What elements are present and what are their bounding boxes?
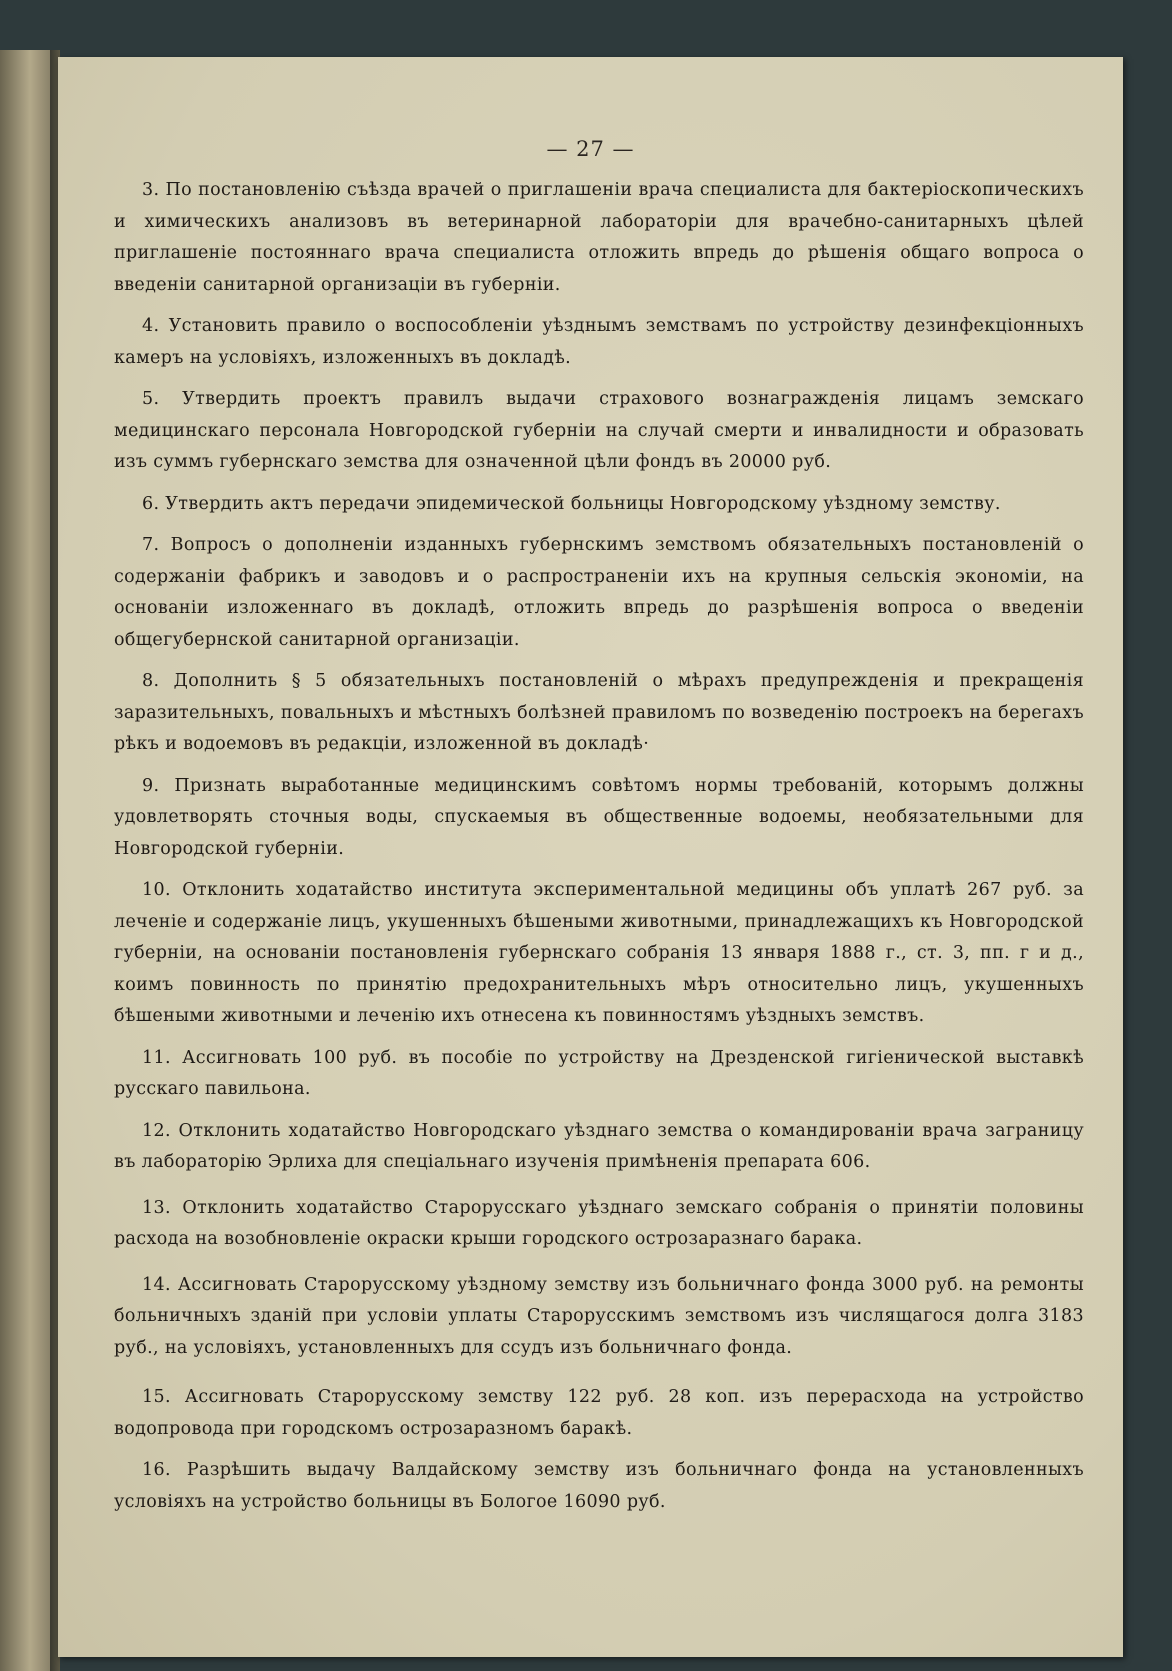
paragraph-3: 3. По постановленію съѣзда врачей о приглашеніи врача специалиста для бактеріоскопическихъ и химическихъ анализовъ въ ветеринарной лабораторіи для врачебно-санитарныхъ цѣлей приглашеніе постояннаго врача специалиста отложить впредь до рѣшенія общаго вопроса о введеніи санитарной организаціи въ губерніи. bbox=[114, 180, 1084, 295]
page-number: — 27 — bbox=[546, 137, 635, 161]
paragraph-10: 10. Отклонить ходатайство института экспериментальной медицины объ уплатѣ 267 руб. за леченіе и содержаніе лицъ, укушенныхъ бѣшеными животными, принадлежащихъ къ Новгородской губерніи, на основаніи постановленія губернскаго собранія 13 января 1888 г., ст. 3, пп. г и д., коимъ повинность по принятію предохранительныхъ мѣръ относительно лицъ, укушенныхъ бѣшеными животными и леченію ихъ отнесена къ повинностямъ уѣздныхъ земствъ. bbox=[114, 880, 1084, 1026]
paragraph-6: 6. Утвердить актъ передачи эпидемической больницы Новгородскому уѣздному земству. bbox=[142, 493, 1001, 514]
left-page-edge bbox=[0, 50, 50, 1671]
paragraph-15: 15. Ассигновать Старорусскому земству 122 руб. 28 коп. изъ перерасхода на устройство водопровода при городскомъ острозаразномъ баракѣ. bbox=[114, 1387, 1084, 1439]
paragraph-9: 9. Признать выработанные медицинскимъ совѣтомъ нормы требованій, которымъ должны удовлетворять сточныя воды, спускаемыя въ общественные водоемы, необязательными для Новгородской губерніи. bbox=[114, 775, 1084, 859]
paragraph-14: 14. Ассигновать Старорусскому уѣздному земству изъ больничнаго фонда 3000 руб. на ремонты больничныхъ зданій при условіи уплаты Старорусскимъ земствомъ изъ числящагося долга 3183 руб., на условіяхъ, установленныхъ для ссудъ изъ больничнаго фонда. bbox=[114, 1274, 1084, 1358]
paragraph-5: 5. Утвердить проектъ правилъ выдачи страхового вознагражденія лицамъ земскаго медицинскаго персонала Новгородской губерніи на случай смерти и инвалидности и образовать изъ суммъ губернскаго земства для означенной цѣли фондъ въ 20000 руб. bbox=[114, 389, 1084, 472]
paragraph-7: 7. Вопросъ о дополненіи изданныхъ губернскимъ земствомъ обязательныхъ постановленій о содержаніи фабрикъ и заводовъ и о распространеніи ихъ на крупныя сельскія экономіи, на основаніи изложеннаго въ докладѣ, отложить впредь до разрѣшенія вопроса о введеніи общегубернской санитарной организаціи. bbox=[114, 535, 1084, 650]
paragraph-4: 4. Установить правило о воспособленіи уѣзднымъ земствамъ по устройству дезинфекціонныхъ камеръ на условіяхъ, изложенныхъ въ докладѣ. bbox=[114, 316, 1084, 368]
paragraph-13: 13. Отклонить ходатайство Старорусскаго уѣзднаго земскаго собранія о принятіи половины расхода на возобновленіе окраски крыши городского острозаразнаго барака. bbox=[114, 1197, 1084, 1249]
document-page bbox=[58, 57, 1123, 1657]
paragraph-16: 16. Разрѣшить выдачу Валдайскому земству изъ больничнаго фонда на установленныхъ условіяхъ на устройство больницы въ Бологое 16090 руб. bbox=[114, 1460, 1084, 1512]
paragraph-8: 8. Дополнить § 5 обязательныхъ постановленій о мѣрахъ предупрежденія и прекращенія заразительныхъ, повальныхъ и мѣстныхъ болѣзней правиломъ по возведенію построекъ на берегахъ рѣкъ и водоемовъ въ редакціи, изложенной въ докладѣ· bbox=[114, 671, 1084, 754]
paragraph-11: 11. Ассигновать 100 руб. въ пособіе по устройству на Дрезденской гигіенической выставкѣ русскаго павильона. bbox=[114, 1047, 1084, 1099]
document-body bbox=[114, 175, 1084, 1528]
paragraph-12: 12. Отклонить ходатайство Новгородскаго уѣзднаго земства о командированіи врача заграницу въ лабораторію Эрлиха для спеціальнаго изученія примѣненія препарата 606. bbox=[114, 1120, 1084, 1172]
